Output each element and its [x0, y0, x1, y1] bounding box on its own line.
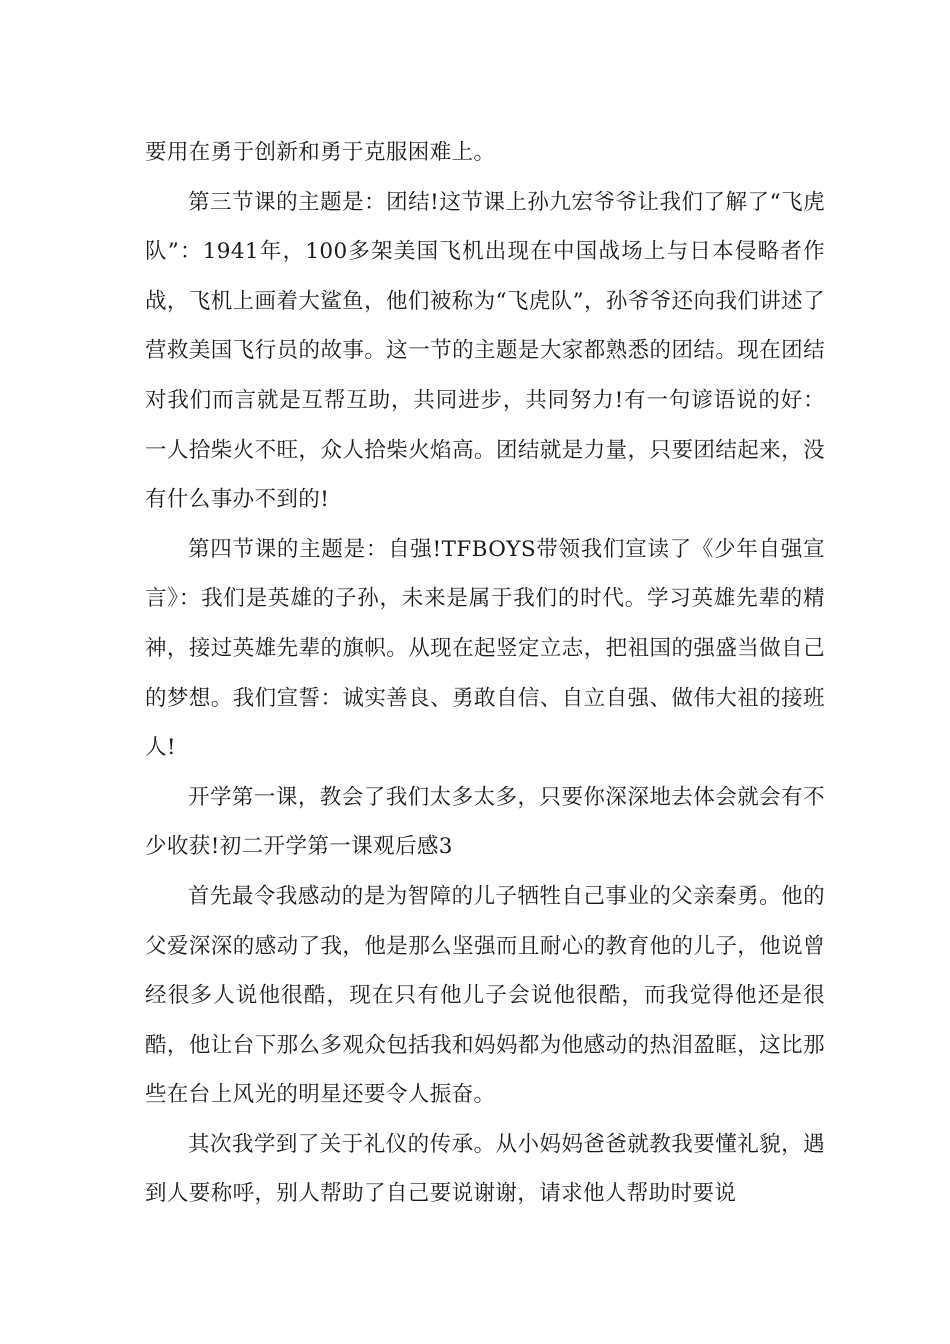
- paragraph-3: 第四节课的主题是：自强!TFBOYS带领我们宣读了《少年自强宣言》：我们是英雄的子孙，未来是属于我们的时代。学习英雄先辈的精神，接过英雄先辈的旗帜。从现在起竖定立志，把祖国的强盛当做自己的梦想。我们宣誓：诚实善良、勇敢自信、自立自强、做伟大祖的接班人!: [145, 536, 825, 761]
- paragraph-4: 开学第一课，教会了我们太多太多，只要你深深地去体会就会有不少收获!初二开学第一课观后感3: [145, 784, 825, 860]
- paragraph-1: 要用在勇于创新和勇于克服困难上。: [145, 140, 496, 165]
- paragraph-5: 首先最令我感动的是为智障的儿子牺牲自己事业的父亲秦勇。他的父爱深深的感动了我，他是那么坚强而且耐心的教育他的儿子，他说曾经很多人说他很酷，现在只有他儿子会说他很酷，而我觉得他还是很酷，他让台下那么多观众包括我和妈妈都为他感动的热泪盈眶，这比那些在台上风光的明星还要令人振奋。: [145, 883, 825, 1108]
- document-body: [145, 128, 825, 1219]
- paragraph-6: 其次我学到了关于礼仪的传承。从小妈妈爸爸就教我要懂礼貌，遇到人要称呼，别人帮助了自己要说谢谢，请求他人帮助时要说: [145, 1131, 825, 1207]
- paragraph-2: 第三节课的主题是：团结!这节课上孙九宏爷爷让我们了解了“飞虎队”：1941年，100多架美国飞机出现在中国战场上与日本侵略者作战，飞机上画着大鲨鱼，他们被称为“飞虎队”，孙爷爷还向我们讲述了营救美国飞行员的故事。这一节的主题是大家都熟悉的团结。现在团结对我们而言就是互帮互助，共同进步，共同努力!有一句谚语说的好：一人拾柴火不旺，众人拾柴火焰高。团结就是力量，只要团结起来，没有什么事办不到的!: [145, 189, 825, 513]
